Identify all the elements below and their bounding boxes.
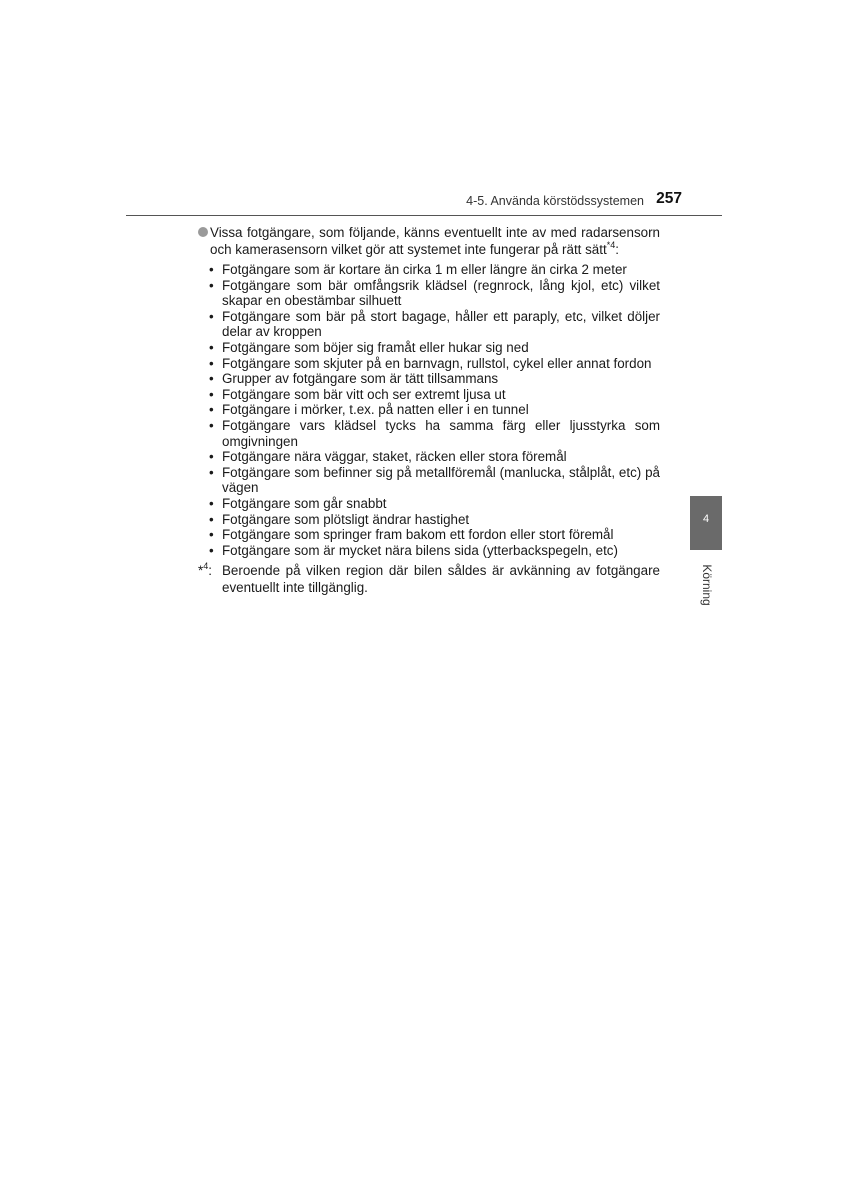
list-item <box>198 278 660 309</box>
list-item-text: Fotgängare som är kortare än cirka 1 m eller längre än cirka 2 meter <box>222 262 627 277</box>
list-item-text: Fotgängare som böjer sig framåt eller hukar sig ned <box>222 339 529 355</box>
section-title: 4-5. Använda körstödssystemen <box>466 194 644 208</box>
pedestrian-list <box>198 262 660 558</box>
list-item-text: Fotgängare som går snabbt <box>222 495 387 511</box>
bullet-icon: • <box>209 417 214 433</box>
list-item-text: Fotgängare som bär omfångsrik klädsel (regnrock, lång kjol, etc) vilket skapar en obestämbar silhuett <box>222 277 660 309</box>
chapter-tab <box>690 496 722 550</box>
footnote <box>198 562 660 596</box>
circle-bullet-icon <box>198 227 208 237</box>
intro-text: Vissa fotgängare, som följande, känns eventuellt inte av med radarsensorn och kamerasensorn vilket gör att systemet inte fungerar på rätt sätt <box>210 225 660 257</box>
list-item <box>198 309 660 340</box>
list-item-text: Fotgängare som skjuter på en barnvagn, rullstol, cykel eller annat fordon <box>222 355 652 371</box>
bullet-icon: • <box>209 527 214 543</box>
footnote-reference: *4 <box>606 239 616 250</box>
list-item <box>198 465 660 496</box>
list-item-text: Fotgängare nära väggar, staket, räcken eller stora föremål <box>222 449 567 465</box>
bullet-icon: • <box>209 402 214 418</box>
bullet-icon: • <box>209 355 214 371</box>
bullet-icon: • <box>209 464 214 480</box>
footnote-text: Beroende på vilken region där bilen såldes är avkänning av fotgängare eventuellt inte tillgänglig. <box>222 563 660 596</box>
list-item <box>198 512 660 528</box>
list-item <box>198 418 660 449</box>
chapter-label: Körning <box>700 564 714 606</box>
bullet-icon: • <box>209 371 214 387</box>
bullet-icon: • <box>209 542 214 558</box>
bullet-icon: • <box>209 495 214 511</box>
page-header <box>126 190 722 216</box>
bullet-icon: • <box>209 277 214 293</box>
page-number: 257 <box>656 190 682 207</box>
chapter-number: 4 <box>702 513 710 525</box>
list-item <box>198 402 660 418</box>
list-item-text: Fotgängare som bär på stort bagage, håller ett paraply, etc, vilket döljer delar av kroppen <box>222 308 660 340</box>
list-item <box>198 262 660 278</box>
footnote-marker: *$^4$: <box>198 560 212 579</box>
list-item-text: Fotgängare i mörker, t.ex. på natten eller i en tunnel <box>222 402 529 418</box>
list-item-text: Fotgängare som plötsligt ändrar hastighet <box>222 511 470 527</box>
list-item-text: Grupper av fotgängare som är tätt tillsammans <box>222 371 499 387</box>
list-item <box>198 371 660 387</box>
bullet-icon: • <box>209 308 214 324</box>
list-item-text: Fotgängare som är mycket nära bilens sida (ytterbackspegeln, etc) <box>222 542 618 558</box>
bullet-icon: • <box>209 339 214 355</box>
main-content <box>198 224 660 596</box>
list-item <box>198 356 660 372</box>
list-item-text: Fotgängare som befinner sig på metallföremål (manlucka, stålplåt, etc) på vägen <box>222 464 660 496</box>
bullet-icon: • <box>209 386 214 402</box>
list-item <box>198 496 660 512</box>
list-item <box>198 340 660 356</box>
list-item <box>198 387 660 403</box>
header-divider <box>126 215 722 216</box>
bullet-icon: • <box>209 449 214 465</box>
list-item <box>198 527 660 543</box>
bullet-icon: • <box>209 511 214 527</box>
list-item-text: Fotgängare som springer fram bakom ett fordon eller stort föremål <box>222 527 614 543</box>
list-item <box>198 543 660 559</box>
list-item-text: Fotgängare vars klädsel tycks ha samma färg eller ljusstyrka som omgivningen <box>222 417 660 449</box>
list-item-text: Fotgängare som bär vitt och ser extremt ljusa ut <box>222 386 506 402</box>
list-item <box>198 449 660 465</box>
intro-paragraph: Vissa fotgängare, som följande, känns eventuellt inte av med radarsensorn och kamerasensorn vilket gör att systemet inte fungerar på rätt sätt$^{*4}$: <box>198 224 660 258</box>
bullet-icon: • <box>209 262 214 277</box>
